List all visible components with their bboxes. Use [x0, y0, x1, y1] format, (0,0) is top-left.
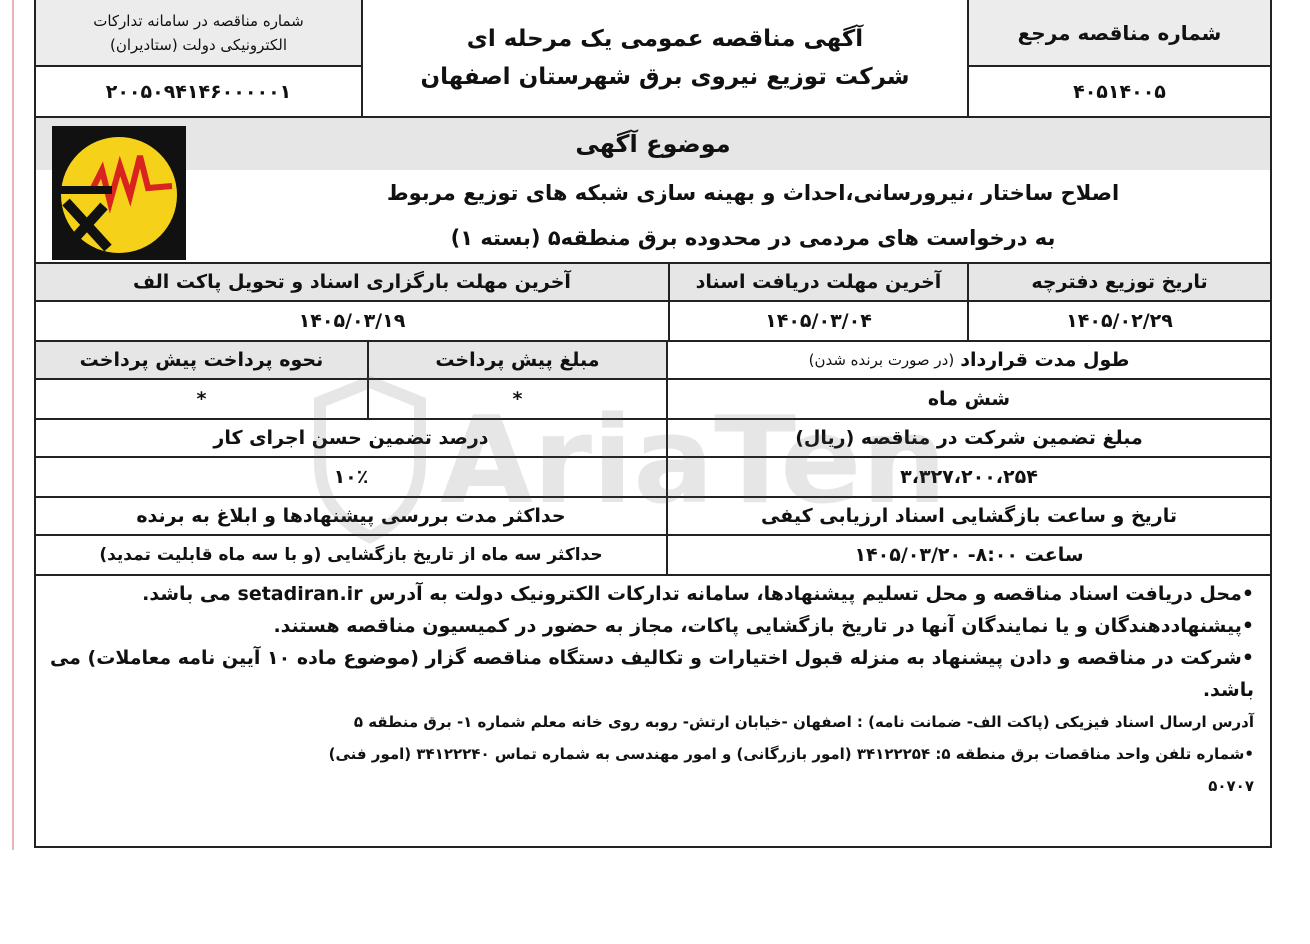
opening-value-row [36, 536, 1270, 576]
upload-deadline-value: ۱۴۰۵/۰۳/۱۹ [298, 310, 406, 332]
performance-guarantee-value: ۱۰٪ [333, 466, 369, 488]
prepayment-amount-label: مبلغ پیش پرداخت [367, 342, 666, 378]
dates-header-row [36, 264, 1270, 302]
performance-guarantee-label: درصد تضمین حسن اجرای کار [213, 427, 489, 449]
reference-number-label: شماره مناقصه مرجع [969, 0, 1270, 67]
setad-number-value: ۲۰۰۵۰۹۴۱۴۶۰۰۰۰۰۱ [105, 80, 292, 103]
contract-duration-value: شش ماه [666, 380, 1270, 418]
review-period-value: حداکثر سه ماه از تاریخ بازگشایی (و با سه ماه قابلیت تمدید) [99, 545, 603, 565]
dates-value-row [36, 302, 1270, 342]
tender-notice [34, 0, 1272, 848]
guarantee-header-row [36, 420, 1270, 458]
setadiran-link[interactable]: setadiran.ir [237, 583, 363, 605]
opening-datetime-value: ساعت ۸:۰۰- ۱۴۰۵/۰۳/۲۰ [666, 536, 1270, 574]
page-edge-line [12, 0, 14, 850]
setad-label-line2: الکترونیکی دولت (ستادیران) [109, 35, 287, 54]
setad-number-label [36, 0, 361, 67]
guarantee-amount-value: ۳،۳۲۷،۲۰۰،۲۵۴ [666, 458, 1270, 496]
contract-duration-label-text: طول مدت قرارداد [960, 349, 1130, 371]
subject-line1: اصلاح ساختار ،نیرورسانی،احداث و بهینه سازی شبکه های توزیع مربوط [386, 181, 1120, 205]
notice-title [361, 0, 967, 116]
receive-deadline-label: آخرین مهلت دریافت اسناد [668, 264, 967, 300]
notice-title-line2: شرکت توزیع نیروی برق شهرستان اصفهان [420, 64, 910, 90]
distribution-date-label: تاریخ توزیع دفترچه [967, 264, 1270, 300]
prepayment-method-value: * [196, 388, 207, 410]
review-period-label: حداکثر مدت بررسی پیشنهادها و ابلاغ به برنده [136, 505, 566, 527]
tavanir-logo-icon [52, 126, 186, 260]
contract-duration-note: (در صورت برنده شدن) [808, 351, 955, 369]
prepayment-method-label: نحوه پرداخت پیش پرداخت [36, 342, 367, 378]
contract-value-row [36, 380, 1270, 420]
subject-section [36, 118, 1270, 264]
note-documents-location [48, 578, 1254, 610]
guarantee-value-row [36, 458, 1270, 498]
note-1-end: می باشد. [142, 583, 231, 605]
prepayment-amount-value: * [367, 380, 666, 418]
subject-heading: موضوع آگهی [36, 118, 1270, 170]
reference-number-cell [967, 0, 1270, 116]
note-phone-extra: ۵۰۷۰۷ [1208, 777, 1254, 795]
distribution-date-value: ۱۴۰۵/۰۲/۲۹ [967, 302, 1270, 340]
notes-section [36, 576, 1270, 802]
notice-title-line1: آگهی مناقصه عمومی یک مرحله ای [466, 26, 864, 52]
receive-deadline-value: ۱۴۰۵/۰۳/۰۴ [668, 302, 967, 340]
note-acceptance-end: باشد. [1202, 679, 1254, 701]
opening-datetime-label: تاریخ و ساعت بازگشایی اسناد ارزیابی کیفی [666, 498, 1270, 534]
setad-number-cell [36, 0, 361, 116]
note-acceptance: •شرکت در مناقصه و دادن پیشنهاد به منزله قبول اختیارات و تکالیف دستگاه مناقصه گزار (موضوع ماده ۱۰ آیین نامه معاملات) می [49, 647, 1254, 669]
note-attendance: •پیشنهاددهندگان و یا نمایندگان آنها در تاریخ بازگشایی پاکات، مجاز به حضور در کمیسیون مناقصه هستند. [273, 615, 1254, 637]
note-physical-address: آدرس ارسال اسناد فیزیکی (پاکت الف- ضمانت نامه) : اصفهان -خیابان ارتش- روبه روی خانه معلم شماره ۱- برق منطقه ۵ [353, 713, 1254, 731]
guarantee-amount-label: مبلغ تضمین شرکت در مناقصه (ریال) [666, 420, 1270, 456]
note-1-text: •محل دریافت اسناد مناقصه و محل تسلیم پیشنهادها، سامانه تدارکات الکترونیک دولت به آدرس [369, 583, 1254, 605]
note-phone-numbers: •شماره تلفن واحد مناقصات برق منطقه ۵: ۳۴۱۲۲۲۵۴ (امور بازرگانی) و امور مهندسی به شماره تماس ۳۴۱۲۲۲۴۰ (امور فنی) [328, 745, 1254, 763]
upload-deadline-label: آخرین مهلت بارگزاری اسناد و تحویل پاکت الف [36, 264, 668, 300]
opening-header-row [36, 498, 1270, 536]
subject-line2: به درخواست های مردمی در محدوده برق منطقه۵ (بسته ۱) [450, 226, 1056, 250]
header-row [36, 0, 1270, 118]
reference-number-value: ۴۰۵۱۴۰۰۵ [1073, 80, 1166, 103]
contract-header-row [36, 342, 1270, 380]
setad-label-line1: شماره مناقصه در سامانه تدارکات [93, 11, 304, 30]
watermark-text: AriaTen [440, 392, 940, 531]
contract-duration-label [666, 342, 1270, 378]
